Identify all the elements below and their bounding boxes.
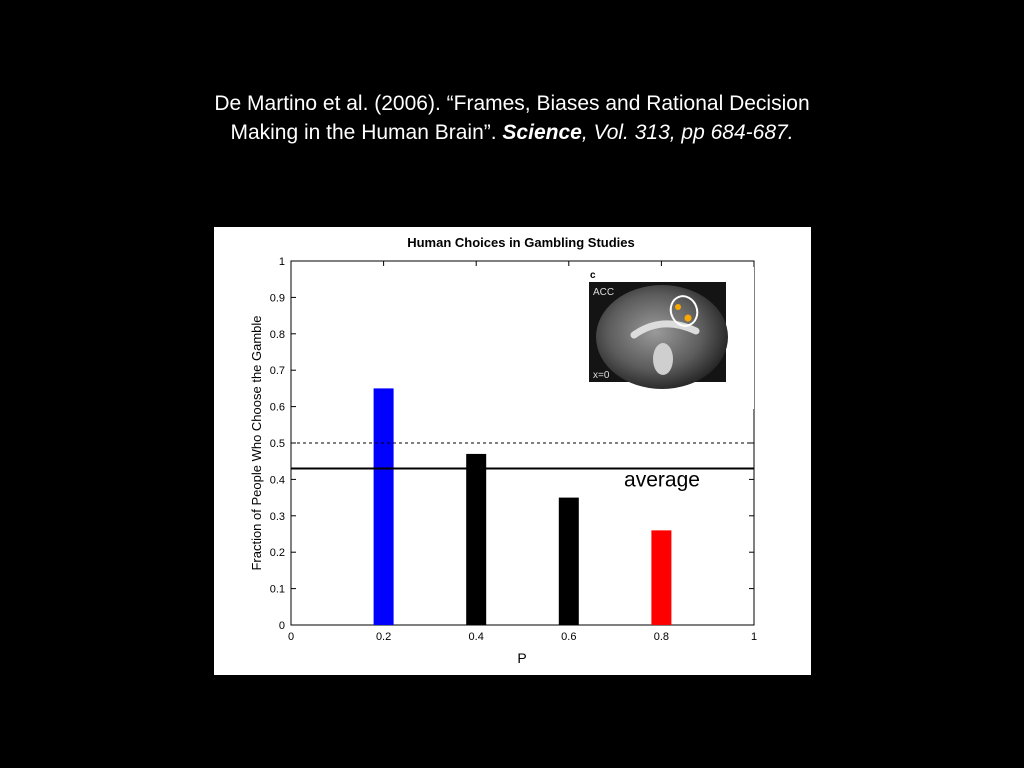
x-tick-label: 0 (287, 631, 295, 643)
bar (374, 388, 394, 625)
figure-panel (214, 227, 811, 675)
x-tick-label: 1 (750, 631, 758, 643)
y-tick-label: 0.8 (269, 328, 285, 341)
brain-mri-sagittal-icon (589, 282, 728, 389)
bar (466, 454, 486, 625)
citation-line-2 (0, 118, 1024, 147)
x-tick-label: 0.6 (561, 631, 577, 643)
bar (559, 498, 579, 625)
y-tick-label: 0.4 (269, 474, 285, 487)
y-tick-label: 0.1 (269, 583, 285, 596)
y-tick-label: 0.6 (269, 401, 285, 414)
bar-series (374, 388, 672, 625)
acc-activation-2 (685, 315, 692, 322)
y-tick-label: 0.7 (269, 365, 285, 378)
citation-line-2-start: Making in the Human Brain”. (230, 121, 503, 144)
y-tick-label: 0.5 (269, 438, 285, 450)
reference-lines (291, 443, 754, 491)
acc-activation-1 (675, 304, 681, 310)
x-axis-label: P (517, 650, 527, 666)
citation-line-1: De Martino et al. (2006). “Frames, Biases and Rational Decision (214, 92, 810, 115)
y-tick-label: 0 (278, 620, 285, 632)
inset-figure (574, 267, 754, 409)
bar-chart (214, 227, 811, 675)
citation-volume: , Vol. 313, pp 684-687. (581, 121, 794, 144)
citation-text (0, 89, 1024, 147)
bar (651, 530, 671, 625)
brainstem (653, 343, 673, 375)
y-tick-label: 0.2 (269, 547, 285, 560)
x-tick-label: 0.8 (653, 631, 670, 643)
inset-panel-label: c (590, 270, 596, 281)
y-tick-label: 1 (278, 256, 285, 268)
inset-region-label: ACC (593, 287, 615, 298)
x-tick-label: 0.2 (375, 631, 392, 643)
y-tick-label: 0.3 (269, 510, 285, 523)
inset-slice-label: x=0 (593, 370, 610, 381)
y-tick-label: 0.9 (269, 292, 285, 305)
average-label: average (624, 468, 700, 492)
citation-journal: Science (502, 121, 582, 144)
y-axis-label: Fraction of People Who Choose the Gamble (249, 315, 264, 571)
chart-title: Human Choices in Gambling Studies (407, 235, 635, 250)
x-tick-label: 0.4 (468, 631, 484, 643)
